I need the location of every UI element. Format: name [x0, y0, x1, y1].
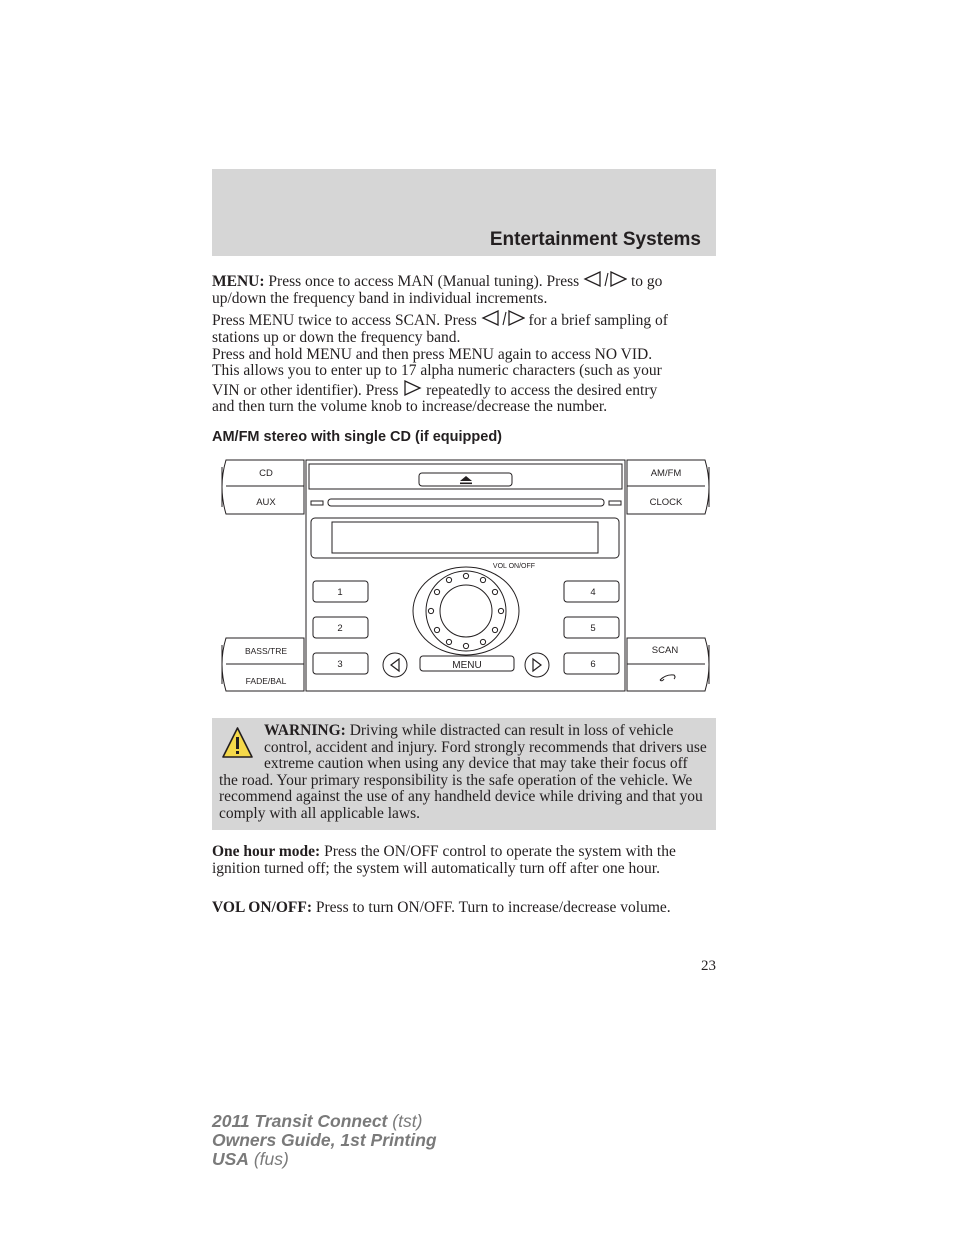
menu-text: repeatedly to access the desired entry — [426, 382, 658, 399]
one-hour-label: One hour mode: — [212, 843, 321, 860]
footer — [212, 1112, 437, 1169]
menu-text: and then turn the volume knob to increase/decrease the number. — [212, 398, 608, 415]
page-title: Entertainment Systems — [489, 229, 701, 250]
page-number: 23 — [701, 958, 716, 974]
menu-paragraph — [212, 271, 716, 415]
preset-3-button[interactable]: 3 — [337, 659, 343, 670]
section-heading: AM/FM stereo with single CD (if equipped) — [212, 429, 502, 445]
warning-text — [219, 723, 709, 822]
seek-arrows-icon — [481, 310, 525, 331]
clock-button[interactable]: CLOCK — [649, 497, 683, 508]
seek-up-icon — [533, 659, 541, 671]
phone-icon — [660, 675, 675, 681]
menu-text: Press MENU twice to access SCAN. Press — [212, 312, 477, 329]
warning-body: Driving while distracted can result in loss of vehicle control, accident and injury. Ford strongly recommends that drivers use extreme caution when using any device that may take their focus off the road. Your primary responsibility is the safe operation of the vehicle. We recommend against the use of any handheld device while driving and that you comply with all applicable laws. — [219, 722, 707, 822]
eject-icon — [460, 476, 472, 484]
amfm-button[interactable]: AM/FM — [650, 468, 682, 479]
footer-region-code: (fus) — [253, 1149, 289, 1169]
footer-model: 2011 Transit Connect — [212, 1111, 388, 1131]
footer-region: USA — [212, 1149, 249, 1169]
warning-box — [212, 718, 716, 830]
seek-arrows-icon — [583, 271, 627, 292]
menu-text: stations up or down the frequency band. — [212, 329, 461, 346]
vol-label: VOL ON/OFF: — [212, 899, 313, 916]
preset-4-button[interactable]: 4 — [590, 587, 596, 598]
menu-text: to go — [630, 273, 663, 290]
radio-diagram — [212, 455, 716, 697]
preset-2-button[interactable]: 2 — [337, 623, 343, 634]
preset-6-button[interactable]: 6 — [590, 659, 596, 670]
header-band — [212, 169, 716, 256]
footer-guide: Owners Guide, 1st Printing — [212, 1130, 437, 1150]
warning-triangle-icon — [221, 726, 254, 760]
menu-label: MENU: — [212, 273, 265, 290]
menu-text: up/down the frequency band in individual increments. — [212, 290, 548, 307]
menu-button[interactable]: MENU — [452, 660, 482, 671]
scan-button[interactable]: SCAN — [651, 645, 679, 656]
one-hour-paragraph — [212, 844, 716, 877]
one-hour-text: Press the ON/OFF control to operate the system with the ignition turned off; the system will automatically turn off after one hour. — [212, 843, 676, 877]
vol-paragraph — [212, 899, 716, 916]
aux-button[interactable]: AUX — [256, 497, 276, 508]
preset-1-button[interactable]: 1 — [337, 587, 343, 598]
vol-knob-label: VOL ON/OFF — [492, 563, 536, 570]
bass-tre-button[interactable]: BASS/TRE — [244, 646, 288, 656]
footer-model-code: (tst) — [392, 1111, 423, 1131]
cd-button[interactable]: CD — [259, 468, 273, 479]
menu-text: for a brief sampling of — [528, 312, 668, 329]
preset-5-button[interactable]: 5 — [590, 623, 596, 634]
menu-text: Press once to access MAN (Manual tuning). Press — [268, 273, 580, 290]
menu-text: Press and hold MENU and then press MENU again to access NO VID. — [212, 346, 653, 363]
fade-bal-button[interactable]: FADE/BAL — [245, 676, 287, 686]
menu-text: VIN or other identifier). Press — [212, 382, 399, 399]
menu-text: This allows you to enter up to 17 alpha numeric characters (such as your — [212, 362, 662, 379]
vol-text: Press to turn ON/OFF. Turn to increase/decrease volume. — [315, 899, 671, 916]
warning-label: WARNING: — [264, 722, 346, 739]
seek-down-icon — [391, 659, 399, 671]
